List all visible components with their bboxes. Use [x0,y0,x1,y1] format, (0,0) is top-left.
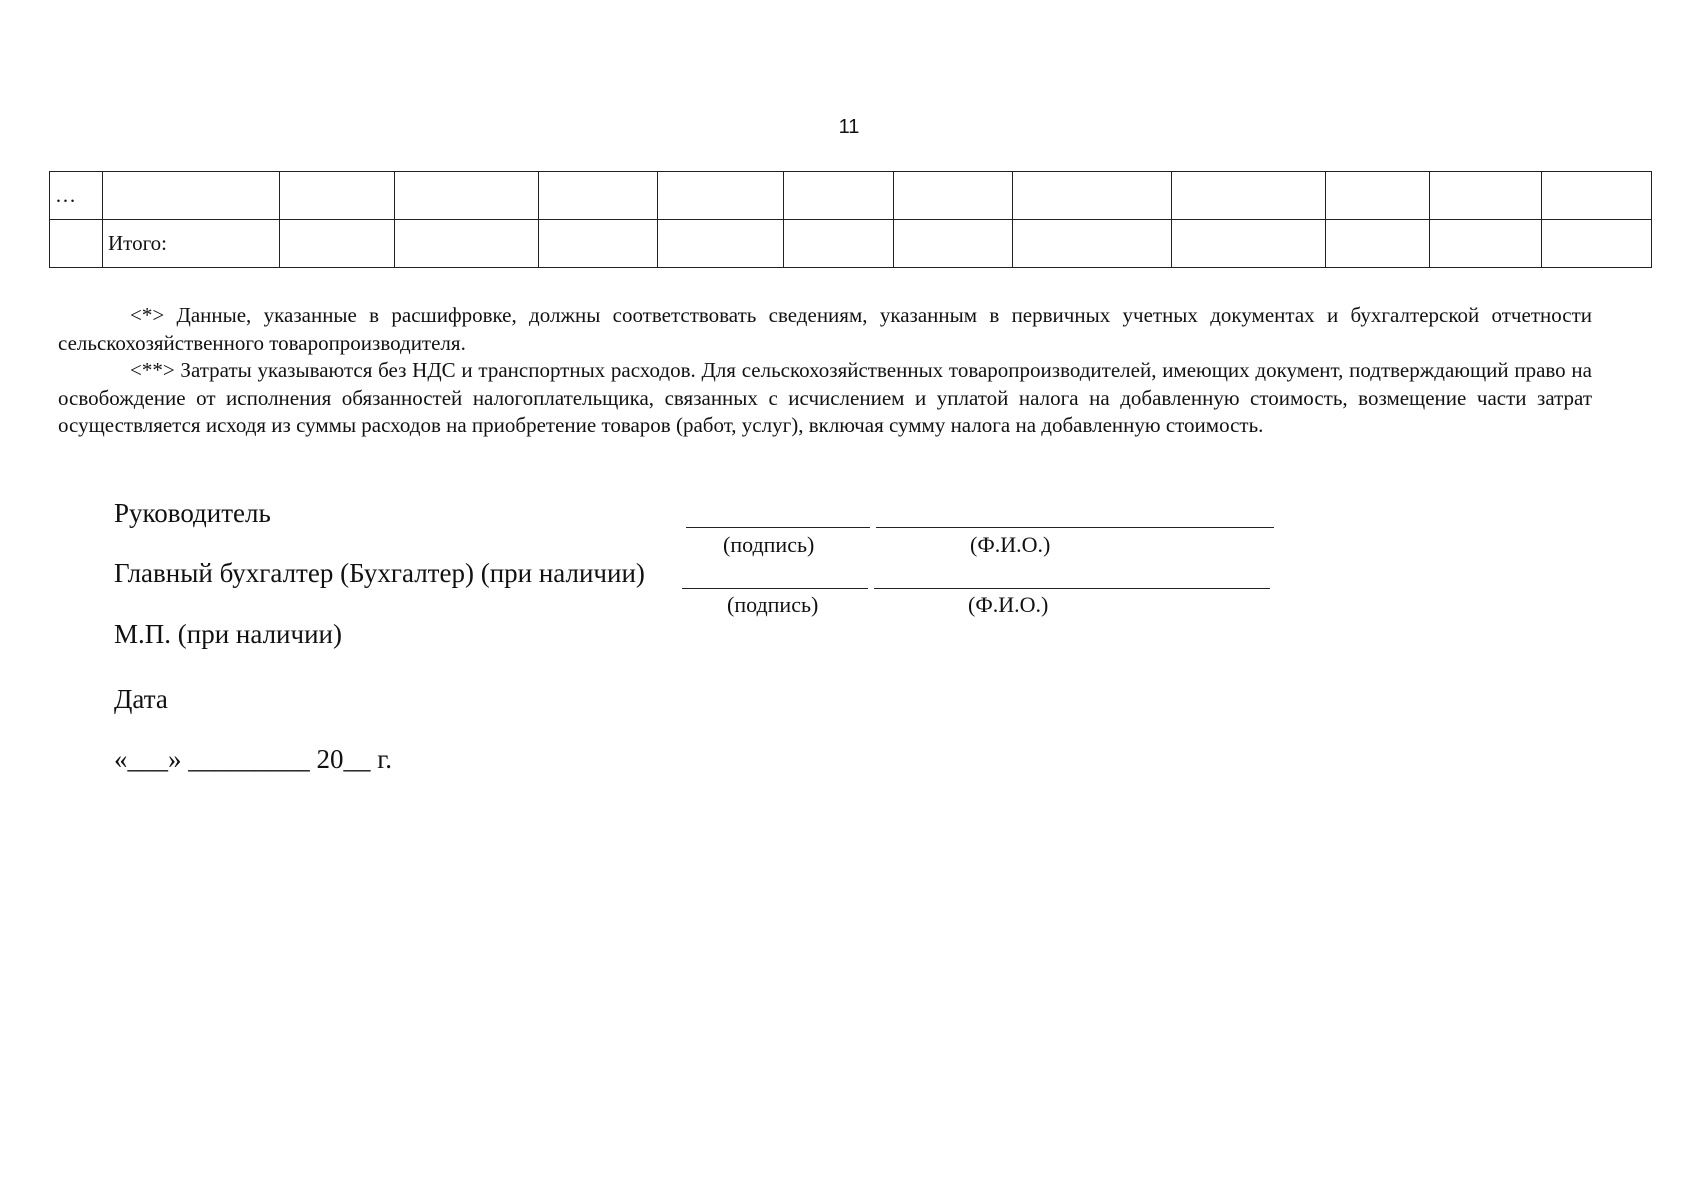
table-cell [1430,220,1542,268]
table-row [50,172,1652,220]
table-cell [784,220,894,268]
chief-name-caption: (Ф.И.О.) [968,592,1049,617]
chief-name-line [874,588,1270,589]
footnotes [58,302,1592,440]
table-cell [784,172,894,220]
table-cell [395,172,539,220]
date-label: Дата [114,684,168,714]
head-signature-line [686,527,870,528]
date-field: «___» _________ 20__ г. [114,744,393,774]
table-cell [1013,172,1172,220]
chief-accountant-label: Главный бухгалтер (Бухгалтер) (при наличии) [114,558,645,588]
chief-signature-line [682,588,868,589]
table-cell [539,220,658,268]
totals-table [49,171,1652,268]
table-cell [539,172,658,220]
table-cell [395,220,539,268]
table-cell [658,172,784,220]
head-name-line [876,527,1274,528]
table-cell [1172,220,1326,268]
table-cell [1326,172,1430,220]
stamp-label: М.П. (при наличии) [114,619,342,649]
head-label: Руководитель [114,498,271,528]
head-signature-caption: (подпись) [723,532,815,557]
table-cell [1542,220,1652,268]
footnote-2: <**> Затраты указываются без НДС и транспортных расходов. Для сельскохозяйственных товаропроизводителей, имеющих документ, подтверждающий право на освобождение от исполнения обязанностей налогоплательщика, связанных с исчислением и уплатой налога на добавленную стоимость, возмещение части затрат осуществляется исходя из суммы расходов на приобретение товаров (работ, услуг), включая сумму налога на добавленную стоимость. [58,358,1592,437]
table-cell [658,220,784,268]
total-label: Итого: [103,220,280,268]
table-cell [1430,172,1542,220]
page-number: 11 [838,116,860,138]
table-cell [103,172,280,220]
table-cell [1013,220,1172,268]
table-cell: … [50,172,103,220]
table-cell [280,220,395,268]
footnote-1: <*> Данные, указанные в расшифровке, должны соответствовать сведениям, указанным в первичных учетных документах и бухгалтерской отчетности сельскохозяйственного товаропроизводителя. [58,303,1592,355]
table-cell [280,172,395,220]
chief-signature-caption: (подпись) [727,592,819,617]
table-cell [1172,172,1326,220]
table-cell [894,220,1013,268]
head-name-caption: (Ф.И.О.) [970,532,1051,557]
table-cell [50,220,103,268]
table-cell [1326,220,1430,268]
table-row-total [50,220,1652,268]
table-cell [894,172,1013,220]
table-cell [1542,172,1652,220]
